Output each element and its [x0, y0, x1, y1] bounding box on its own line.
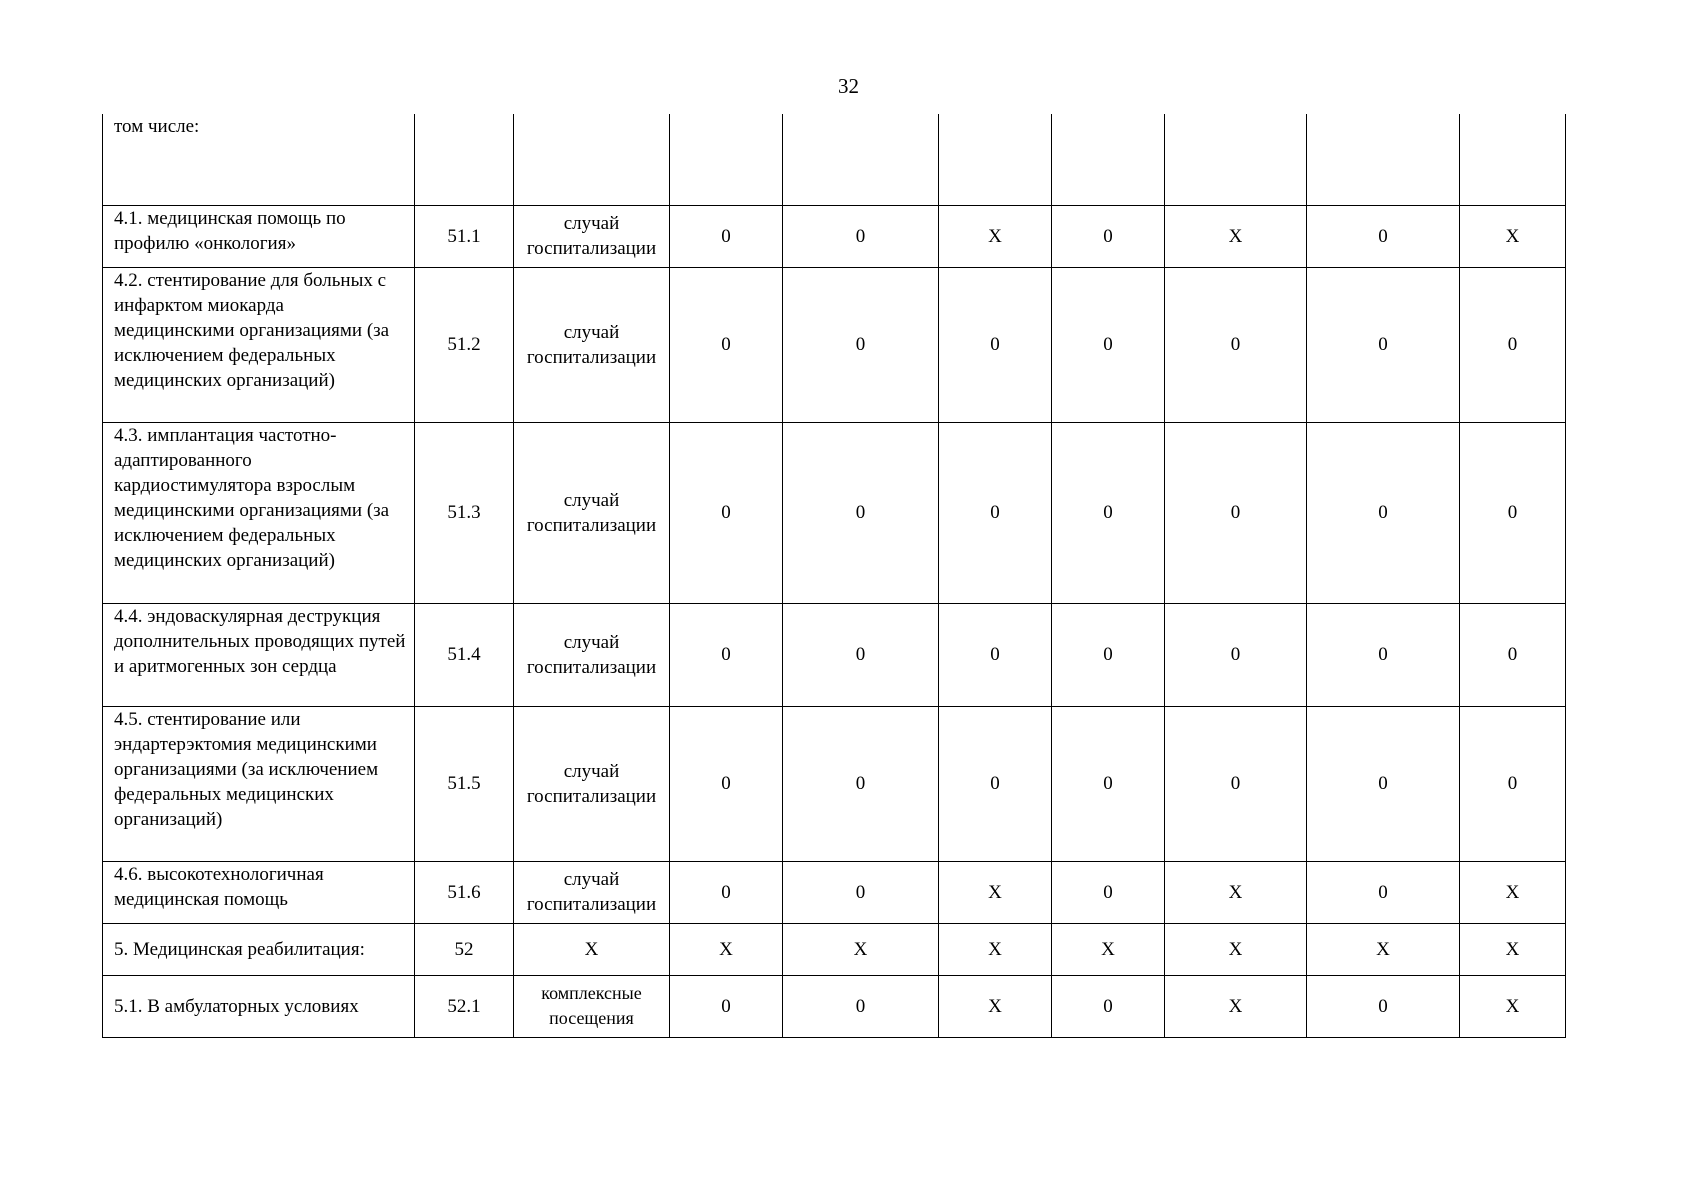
row-value-cell: 0: [1460, 422, 1566, 603]
row-unit-cell: комплексные посещения: [514, 975, 670, 1037]
row-value-cell: 0: [670, 975, 783, 1037]
row-value-cell: [783, 114, 939, 205]
row-value-cell: 0: [1165, 267, 1307, 422]
row-name-cell: 5.1. В амбулаторных условиях: [103, 975, 415, 1037]
row-value-cell: [1307, 114, 1460, 205]
row-value-cell: [939, 114, 1052, 205]
row-code-cell: 51.2: [415, 267, 514, 422]
row-code-cell: 52: [415, 923, 514, 975]
row-unit-cell: X: [514, 923, 670, 975]
table-row: [103, 603, 1566, 706]
row-value-cell: 0: [1052, 861, 1165, 923]
row-value-cell: X: [1165, 923, 1307, 975]
row-unit-cell: случай госпитализации: [514, 706, 670, 861]
row-value-cell: 0: [1165, 422, 1307, 603]
row-name-cell: 4.3. имплантация частотно-адаптированного кардиостимулятора взрослым медицинскими организациями (за исключением федеральных медицинских организаций): [103, 422, 415, 603]
row-name-cell: 4.1. медицинская помощь по профилю «онкология»: [103, 205, 415, 267]
row-value-cell: 0: [670, 706, 783, 861]
row-value-cell: 0: [1052, 205, 1165, 267]
row-value-cell: 0: [1307, 422, 1460, 603]
row-unit-cell: случай госпитализации: [514, 205, 670, 267]
row-value-cell: X: [939, 861, 1052, 923]
row-value-cell: 0: [939, 267, 1052, 422]
row-value-cell: 0: [670, 205, 783, 267]
row-value-cell: 0: [1052, 706, 1165, 861]
row-value-cell: 0: [670, 422, 783, 603]
row-value-cell: 0: [1460, 603, 1566, 706]
table-row: [103, 114, 1566, 205]
row-code-cell: 52.1: [415, 975, 514, 1037]
row-value-cell: [1052, 114, 1165, 205]
row-value-cell: 0: [783, 603, 939, 706]
row-value-cell: 0: [1460, 706, 1566, 861]
row-value-cell: 0: [1307, 267, 1460, 422]
row-value-cell: X: [939, 923, 1052, 975]
table-row: [103, 861, 1566, 923]
row-name-cell: том числе:: [103, 114, 415, 205]
row-code-cell: 51.1: [415, 205, 514, 267]
page-number: 32: [838, 74, 859, 98]
row-value-cell: 0: [939, 603, 1052, 706]
row-value-cell: X: [939, 205, 1052, 267]
row-code-cell: 51.4: [415, 603, 514, 706]
row-code-cell: 51.6: [415, 861, 514, 923]
row-value-cell: 0: [670, 861, 783, 923]
row-value-cell: X: [939, 975, 1052, 1037]
row-value-cell: 0: [670, 267, 783, 422]
row-value-cell: 0: [1307, 706, 1460, 861]
row-unit-cell: случай госпитализации: [514, 267, 670, 422]
row-unit-cell: случай госпитализации: [514, 861, 670, 923]
row-value-cell: X: [1460, 861, 1566, 923]
row-value-cell: X: [1460, 923, 1566, 975]
row-value-cell: 0: [1307, 603, 1460, 706]
row-value-cell: 0: [1307, 975, 1460, 1037]
row-value-cell: 0: [783, 861, 939, 923]
row-unit-cell: случай госпитализации: [514, 422, 670, 603]
row-value-cell: 0: [1307, 861, 1460, 923]
row-unit-cell: случай госпитализации: [514, 603, 670, 706]
table-row: [103, 267, 1566, 422]
row-value-cell: 0: [1165, 603, 1307, 706]
row-value-cell: [1460, 114, 1566, 205]
row-value-cell: X: [1460, 205, 1566, 267]
row-value-cell: 0: [1052, 267, 1165, 422]
row-value-cell: 0: [1460, 267, 1566, 422]
row-value-cell: 0: [1165, 706, 1307, 861]
row-name-cell: 4.2. стентирование для больных с инфарктом миокарда медицинскими организациями (за исключением федеральных медицинских организаций): [103, 267, 415, 422]
row-value-cell: X: [670, 923, 783, 975]
table-row: [103, 706, 1566, 861]
row-value-cell: [1165, 114, 1307, 205]
row-value-cell: 0: [783, 422, 939, 603]
row-value-cell: 0: [939, 706, 1052, 861]
row-value-cell: X: [1460, 975, 1566, 1037]
data-table: [102, 114, 1566, 1038]
row-unit-cell: [514, 114, 670, 205]
table-row: [103, 422, 1566, 603]
table-row: [103, 205, 1566, 267]
row-value-cell: 0: [1307, 205, 1460, 267]
row-value-cell: [670, 114, 783, 205]
row-value-cell: 0: [1052, 422, 1165, 603]
row-value-cell: X: [1052, 923, 1165, 975]
row-value-cell: 0: [783, 706, 939, 861]
row-value-cell: 0: [939, 422, 1052, 603]
row-name-cell: 5. Медицинская реабилитация:: [103, 923, 415, 975]
row-value-cell: 0: [783, 205, 939, 267]
row-value-cell: X: [1307, 923, 1460, 975]
row-name-cell: 4.4. эндоваскулярная деструкция дополнительных проводящих путей и аритмогенных зон сердца: [103, 603, 415, 706]
row-value-cell: 0: [1052, 975, 1165, 1037]
row-name-cell: 4.5. стентирование или эндартерэктомия медицинскими организациями (за исключением федеральных медицинских организаций): [103, 706, 415, 861]
row-value-cell: X: [1165, 975, 1307, 1037]
row-value-cell: X: [783, 923, 939, 975]
row-name-cell: 4.6. высокотехнологичная медицинская помощь: [103, 861, 415, 923]
row-code-cell: 51.5: [415, 706, 514, 861]
table-row: [103, 923, 1566, 975]
row-code-cell: [415, 114, 514, 205]
row-value-cell: 0: [783, 267, 939, 422]
table-body: [103, 114, 1566, 1037]
row-value-cell: 0: [1052, 603, 1165, 706]
row-code-cell: 51.3: [415, 422, 514, 603]
row-value-cell: X: [1165, 861, 1307, 923]
row-value-cell: 0: [783, 975, 939, 1037]
table-row: [103, 975, 1566, 1037]
row-value-cell: 0: [670, 603, 783, 706]
row-value-cell: X: [1165, 205, 1307, 267]
